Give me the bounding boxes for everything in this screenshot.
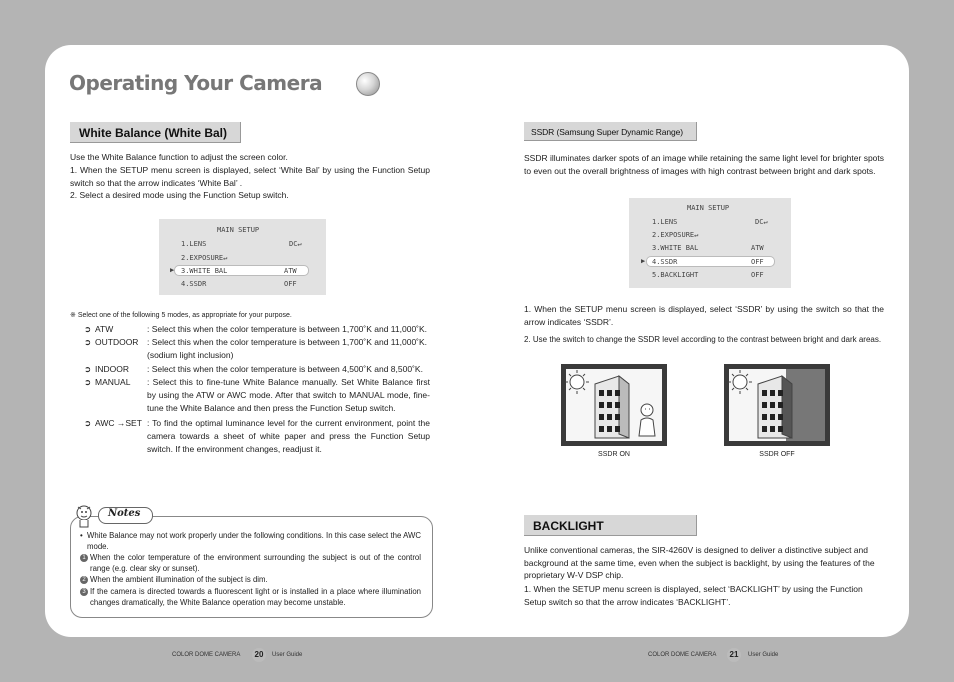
reference-mark-icon: ※ <box>70 312 76 319</box>
menu-item-label: 3.WHITE BAL <box>181 267 228 275</box>
ssdr-off-caption: SSDR OFF <box>759 451 795 458</box>
mode-name: ATW <box>95 324 114 334</box>
menu-item-value: ATW <box>751 244 764 252</box>
mode-desc: : Select this when the color temperature is between 1,700˚K and 11,000˚K. (sodium light inclusion) <box>147 337 428 360</box>
menu-item-label: 3.WHITE BAL <box>652 244 699 252</box>
menu-item-value: OFF <box>751 258 764 266</box>
white-balance-heading: White Balance (White Bal) <box>79 126 228 140</box>
mode-icon: ➲ <box>84 418 92 428</box>
mode-desc: : Select this when the color temperature is between 4,500˚K and 8,500˚K. <box>147 364 423 374</box>
ssdr-heading: SSDR (Samsung Super Dynamic Range) <box>531 127 684 137</box>
ssdr-paragraph: SSDR illuminates darker spots of an image while retaining the same light level for brighter spots to even out the overall brightness of images with high contrast between bright and dark spots. <box>524 153 885 176</box>
notes-label: Notes <box>108 508 141 519</box>
notes-item-text: If the camera is directed towards a fluorescent light or is installed in a place where illumination changes dramatically, the White Balance operation may become unstable. <box>90 587 421 607</box>
ssdr-on-illustration <box>561 364 667 446</box>
footer-product: COLOR DOME CAMERA <box>172 652 241 658</box>
backlight-paragraph: Unlike conventional cameras, the SIR-4260V is designed to deliver a distinctive subject and background at the same time, even when the subject is backlight, by using the features of the proprietary W-V DSP chip. <box>524 545 875 580</box>
mode-icon: ➲ <box>84 337 92 347</box>
menu-item-value: DC↵ <box>755 218 768 226</box>
mode-name: OUTDOOR <box>95 337 139 347</box>
menu-item-value: ATW <box>284 267 297 275</box>
mode-name: INDOOR <box>95 364 129 374</box>
backlight-heading: BACKLIGHT <box>533 519 604 533</box>
number-badge-icon: 2 <box>80 576 88 584</box>
mode-desc: : Select this when the color temperature is between 1,700˚K and 11,000˚K. <box>147 324 428 334</box>
notes-bullet-text: White Balance may not work properly under the following conditions. In this case select the AWC mode. <box>87 531 421 551</box>
ssdr-step2: 2. Use the switch to change the SSDR level according to the contrast between bright and dark areas. <box>524 335 882 344</box>
number-badge-icon: 1 <box>80 554 88 562</box>
mode-desc: : To find the optimal luminance level for the current environment, point the camera towards a sheet of white paper and press the Function Setup switch. If the environment changes, readjust it. <box>147 418 430 454</box>
menu-item-label: 4.SSDR <box>652 258 678 266</box>
wb-setup-menu <box>159 219 326 295</box>
notes-mascot-icon <box>72 503 96 529</box>
menu-arrow-icon: ▶ <box>170 266 175 274</box>
footer-product: COLOR DOME CAMERA <box>648 652 717 658</box>
wb-step1: 1. When the SETUP menu screen is displayed, select ‘White Bal’ by using the Function Setup switch so that the arrow indicates ‘White Bal’ . <box>70 165 430 188</box>
wb-intro: Use the White Balance function to adjust the screen color. <box>70 152 288 162</box>
mode-name: AWC →SET <box>95 418 142 428</box>
wb-step2: 2. Select a desired mode using the Function Setup switch. <box>70 190 289 200</box>
mode-name: MANUAL <box>95 377 131 387</box>
page-number: 21 <box>727 648 741 662</box>
menu-arrow-icon: ▶ <box>641 257 646 265</box>
footer-guide: User Guide <box>748 652 779 658</box>
menu-item-value: DC↵ <box>289 240 302 248</box>
page-title: Operating Your Camera <box>69 71 323 95</box>
menu-item-label: 1.LENS <box>181 240 207 248</box>
menu-header: MAIN SETUP <box>687 204 730 212</box>
menu-header: MAIN SETUP <box>217 226 260 234</box>
mode-desc: : Select this to fine-tune White Balance manually. Set White Balance first by using the ATW or AWC mode. After that switch to MANUAL mode, fine-tune the White Balance and then press the Function Setup switch. <box>147 377 430 413</box>
ssdr-step1: 1. When the SETUP menu screen is displayed, select ‘SSDR’ by using the switch so that the arrow indicates ‘SSDR’. <box>524 304 884 327</box>
footer-guide: User Guide <box>272 652 303 658</box>
backlight-step1: 1. When the SETUP menu screen is displayed, select ‘BACKLIGHT’ by using the Function Setup switch so that the arrow indicates ‘BACKLIGHT’. <box>524 584 863 607</box>
notes-item-text: When the color temperature of the environment surrounding the subject is out of the control range (e.g. clear sky or sunset). <box>90 553 421 573</box>
ssdr-off-illustration <box>724 364 830 446</box>
menu-item-label: 2.EXPOSURE↵ <box>181 254 228 262</box>
mode-icon: ➲ <box>84 324 92 334</box>
ssdr-setup-menu <box>629 198 791 288</box>
select-note-text: Select one of the following 5 modes, as appropriate for your purpose. <box>77 312 292 319</box>
title-bullet-icon <box>356 72 380 96</box>
menu-item-value: OFF <box>284 280 297 288</box>
menu-item-label: 5.BACKLIGHT <box>652 271 699 279</box>
mode-icon: ➲ <box>84 377 92 387</box>
notes-item-text: When the ambient illumination of the subject is dim. <box>90 575 268 584</box>
menu-item-label: 2.EXPOSURE↵ <box>652 231 699 239</box>
menu-item-value: OFF <box>751 271 764 279</box>
select-note <box>70 311 430 319</box>
menu-item-label: 4.SSDR <box>181 280 207 288</box>
mode-icon: ➲ <box>84 364 92 374</box>
menu-item-label: 1.LENS <box>652 218 678 226</box>
number-badge-icon: 3 <box>80 588 88 596</box>
page-number: 20 <box>252 648 266 662</box>
bullet-dot-icon: • <box>80 531 83 540</box>
ssdr-on-caption: SSDR ON <box>598 451 630 458</box>
